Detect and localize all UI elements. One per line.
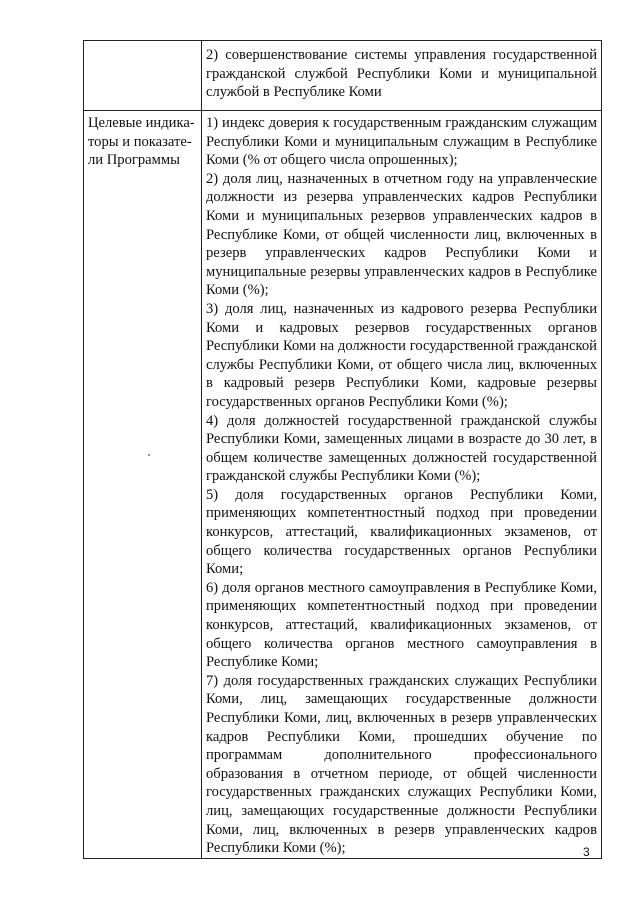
- list-item: 7) доля государственных гражданских служащих Республики Коми, лиц, замещающих государственные должности Республики Коми, лиц, включенных в резерв управленческих кадров Республики Коми, прошедших обучение по программам дополнительного профессионального образования в отчетном периоде, от общей численности государственных гражданских служащих Республики Коми, лиц, замещающих государственные должности Республики Коми, лиц, включенных в резерв управленческих кадров Республики Коми (%);: [206, 672, 597, 857]
- scan-speck: [148, 454, 150, 456]
- row-label-cell: [84, 41, 202, 111]
- row-value-cell: [202, 41, 602, 111]
- page-number: 3: [583, 845, 590, 859]
- row-label-cell: Целевые индика- торы и показате- ли Программы: [84, 111, 202, 859]
- row-value-cell: [202, 111, 602, 859]
- list-item: 1) индекс доверия к государственным гражданским служащим Республики Коми и муниципальным служащим в Республике Коми (% от общего числа опрошенных);: [206, 115, 597, 169]
- program-passport-table: [83, 40, 602, 859]
- list-item: 3) доля лиц, назначенных из кадрового резерва Республики Коми и кадровых резервов государственных органов Республики Коми на должности государственной гражданской службы Республики Коми, от общего числа лиц, включенных в кадровый резерв Республики Коми, кадровые резервы государственных органов Республики Коми (%);: [206, 300, 597, 410]
- list-item: 5) доля государственных органов Республики Коми, применяющих компетентностный подход при проведении конкурсов, аттестаций, квалификационных экзаменов, от общего количества государственных органов Республики Коми;: [206, 486, 597, 578]
- list-item: 6) доля органов местного самоуправления в Республике Коми, применяющих компетентностный подход при проведении конкурсов, аттестаций, квалификационных экзаменов, от общего количества органов местного самоуправления в Республике Коми;: [206, 579, 597, 671]
- table-row: [84, 111, 602, 859]
- list-item: 2) совершенствование системы управления государственной гражданской службой Республики Коми и муниципальной службой в Республике Коми: [206, 47, 597, 101]
- table-row: [84, 41, 602, 111]
- list-item: 4) доля должностей государственной гражданской службы Республики Коми, замещенных лицами в возрасте до 30 лет, в общем количестве замещенных должностей государственной гражданской службы Республики Коми (%);: [206, 412, 597, 485]
- list-item: 2) доля лиц, назначенных в отчетном году на управленческие должности из резерва управленческих кадров Республики Коми и муниципальных резервов управленческих кадров в Республике Коми, от общей численности лиц, включенных в резерв управленческих кадров Республики Коми и муниципальные резервы управленческих кадров в Республике Коми (%);: [206, 170, 597, 299]
